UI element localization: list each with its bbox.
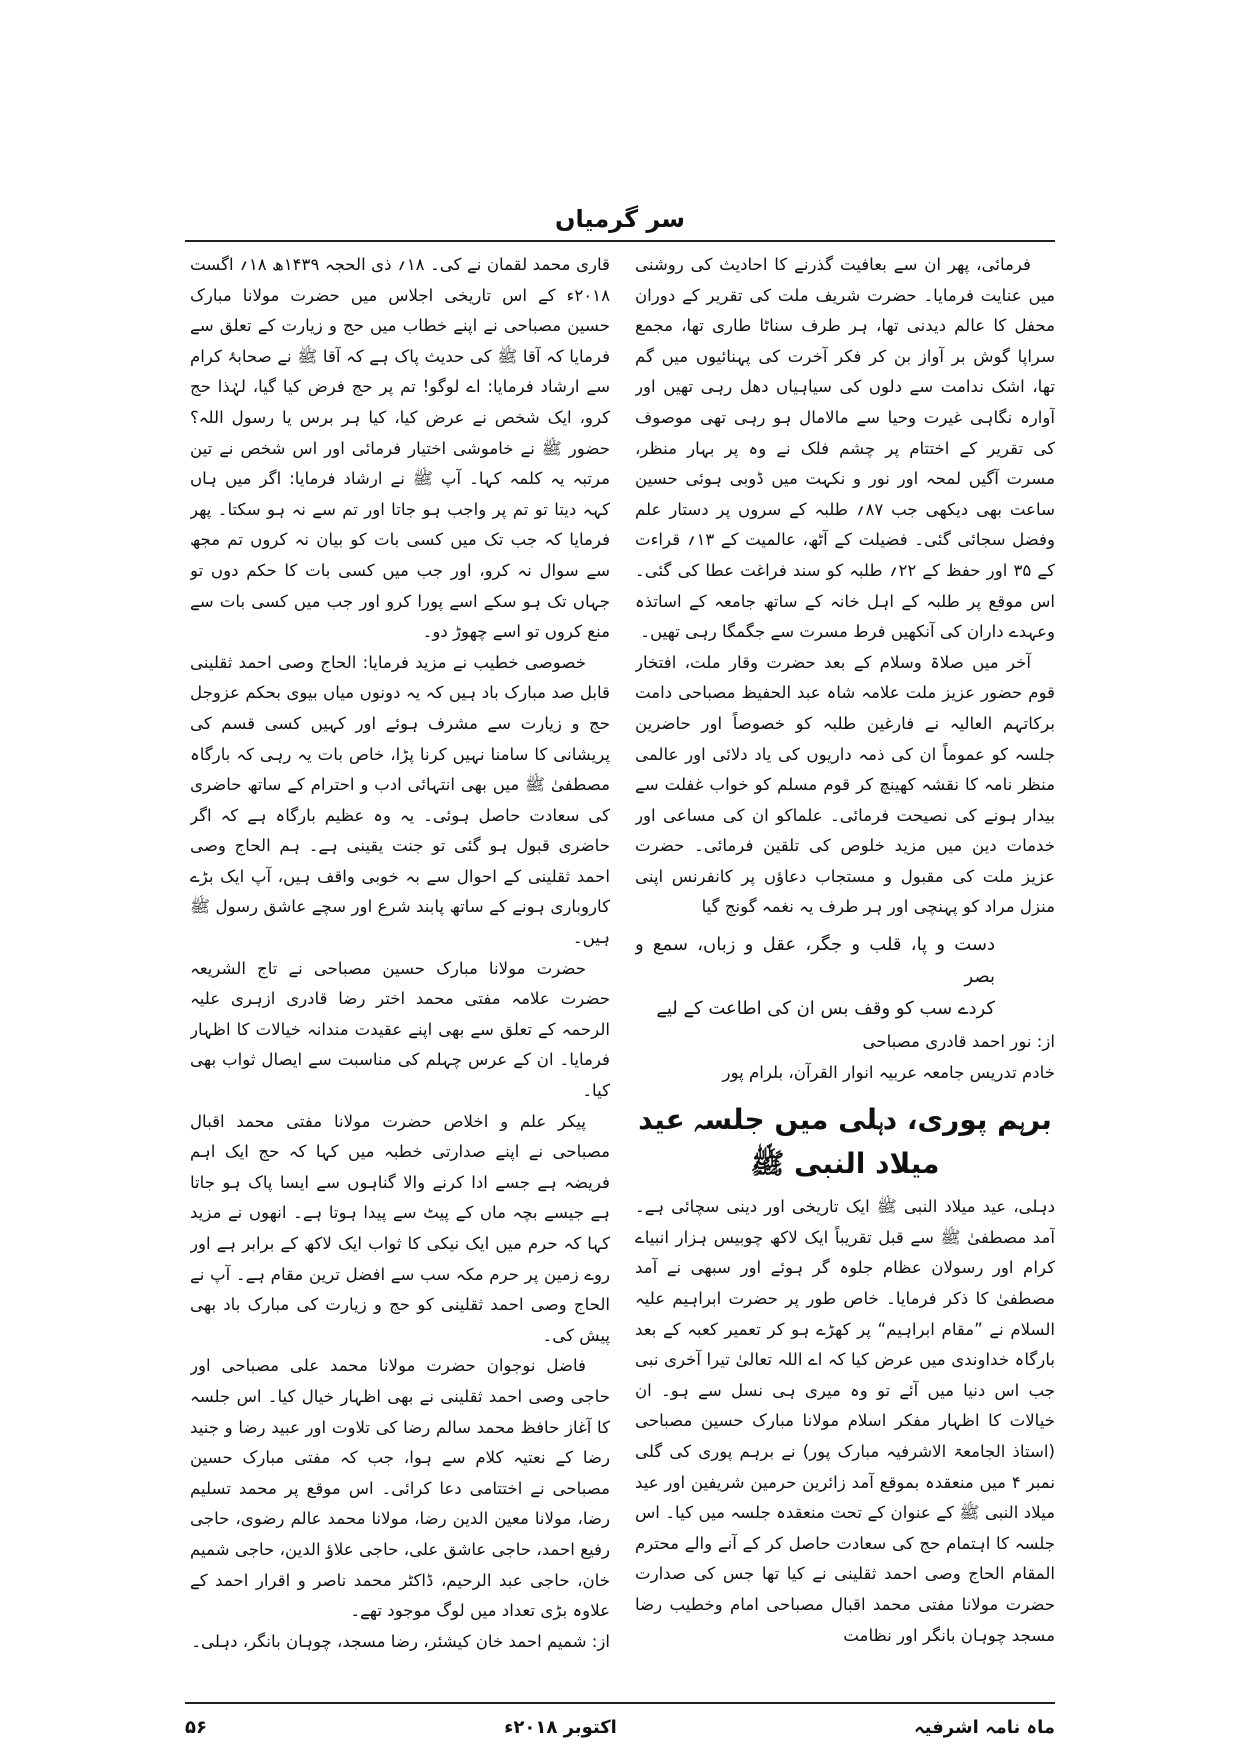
author-name: از: نور احمد قادری مصباحی — [862, 1032, 1055, 1052]
left-paragraph-4: پیکر علم و اخلاص حضرت مولانا مفتی محمد اقبال مصباحی نے اپنے صدارتی خطبہ میں کہا کہ حج ایک اہم فریضہ ہے جسے ادا کرنے والا گناہوں سے ایسا پاک ہو جاتا ہے جیسے بچہ ماں کے پیٹ سے پیدا ہوتا ہے۔ انھوں نے مزید کہا کہ حرم میں ایک نیکی کا ثواب ایک لاکھ کے برابر ہے اور روے زمین پر حرم مکہ سب سے افضل ترین مقام ہے۔ آپ نے الحاج وصی احمد ثقلینی کو حج و زیارت کی مبارک باد بھی پیش کی۔ — [190, 1111, 610, 1345]
left-column — [190, 250, 610, 1690]
article-heading: برہم پوری، دہلی میں جلسہ عید میلاد النبی ﷺ — [638, 1103, 1052, 1181]
left-paragraph-2: خصوصی خطیب نے مزید فرمایا: الحاج وصی احمد ثقلینی قابل صد مبارک باد ہیں کہ یہ دونوں میاں بیوی بحکم عزوجل حج و زیارت سے مشرف ہوئے اور کہیں کسی قسم کی پریشانی کا سامنا نہیں کرنا پڑا، خاص بات یہ رہی کہ بارگاہ مصطفیٰ ﷺ میں بھی انتہائی ادب و احترام کے ساتھ حاضری کی سعادت حاصل ہوئی۔ یہ وہ عظیم بارگاہ ہے کہ اگر حاضری قبول ہو گئی تو جنت یقینی ہے۔ ہم الحاج وصی احمد ثقلینی کے احوال سے بہ خوبی واقف ہیں، آپ ایک بڑے کاروباری ہونے کے ساتھ پابند شرع اور سچے عاشق رسول ﷺ ہیں۔ — [190, 652, 610, 948]
footer-magazine-name: ماہ نامہ اشرفیہ — [914, 1716, 1055, 1738]
header-rule — [185, 240, 1055, 242]
verse-line-1: دست و پا، قلب و جگر، عقل و زباں، سمع و بصر — [635, 934, 995, 988]
right-paragraph-2: آخر میں صلاۃ وسلام کے بعد حضرت وقار ملت، افتخار قوم حضور عزیز ملت علامہ شاہ عبد الحفیظ مصباحی دامت برکاتہم العالیہ نے فارغین طلبہ کو خصوصاً اور حاضرین جلسہ کو عموماً ان کی ذمہ داریوں کی یاد دلائی اور عالمی منظر نامہ کا نقشہ کھینچ کر قوم مسلم کو خواب غفلت سے بیدار ہونے کی نصیحت فرمائی۔ علماکو ان کی مساعی اور خدمات دین میں مزید خلوص کی تلقین فرمائی۔ حضرت عزیز ملت کی مقبول و مستجاب دعاؤں پر کانفرنس اپنی منزل مراد کو پہنچی اور ہر طرف یہ نغمہ گونج گیا — [635, 652, 1055, 917]
footer-rule — [185, 1702, 1055, 1704]
verse-line-2: کردے سب کو وقف بس ان کی اطاعت کے لیے — [656, 998, 995, 1020]
verse-block — [635, 929, 1055, 1025]
right-paragraph-3: دہلی، عید میلاد النبی ﷺ ایک تاریخی اور دینی سچائی ہے۔ آمد مصطفیٰ ﷺ سے قبل تقریباً ایک لاکھ چوبیس ہزار انبیاے کرام اور رسولان عظام جلوہ گر ہوئے اور سبھی نے آمد مصطفیٰ کا ذکر فرمایا۔ خاص طور پر حضرت ابراہیم علیہ السلام نے ”مقام ابراہیم“ پر کھڑے ہو کر تعمیر کعبہ کے بعد بارگاہ خداوندی میں عرض کیا کہ اے اللہ تعالیٰ تیرا آخری نبی جب اس دنیا میں آئے تو وہ میری ہی نسل سے ہو۔ ان خیالات کا اظہار مفکر اسلام مولانا مبارک حسین مصباحی (استاذ الجامعۃ الاشرفیہ مبارک پور) نے برہم پوری کی گلی نمبر ۴ میں منعقدہ بموقع آمد زائرین حرمین شریفین اور عید میلاد النبی ﷺ کے عنوان کے تحت منعقدہ جلسہ میں کیا۔ اس جلسہ کا اہتمام حج کی سعادت حاصل کر کے آنے والے محترم المقام الحاج وصی احمد ثقلینی نے کیا تھا جس کی صدارت حضرت مولانا مفتی محمد اقبال مصباحی امام وخطیب رضا مسجد چوہان بانگر اور نظامت — [635, 1197, 1055, 1645]
left-paragraph-5: فاضل نوجوان حضرت مولانا محمد علی مصباحی اور حاجی وصی احمد ثقلینی نے بھی اظہار خیال کیا۔ اس جلسہ کا آغاز حافظ محمد سالم رضا کی تلاوت اور عبید رضا و جنید رضا کے نعتیہ کلام سے ہوا، جب کہ مفتی مبارک حسین مصباحی نے اختتامی دعا کرائی۔ اس موقع پر محمد تسلیم رضا، مولانا معین الدین رضا، مولانا محمد عالم رضوی، حاجی رفیع احمد، حاجی عاشق علی، حاجی علاؤ الدین، حاجی شمیم خان، حاجی عبد الرحیم، ڈاکٹر محمد ناصر و اقرار احمد کے علاوہ بڑی تعداد میں لوگ موجود تھے۔ — [190, 1356, 610, 1621]
footer-issue-date: اکتوبر ۲۰۱۸ء — [504, 1716, 617, 1738]
right-column — [635, 250, 1055, 1690]
left-byline: از: شمیم احمد خان کیشئر، رضا مسجد، چوہان بانگر، دہلی۔ — [191, 1631, 610, 1651]
left-paragraph-3: حضرت مولانا مبارک حسین مصباحی نے تاج الشریعہ حضرت علامہ مفتی محمد اختر رضا قادری ازہری علیہ الرحمہ کے تعلق سے بھی اپنے عقیدت مندانہ خیالات کا اظہار فرمایا۔ ان کے عرس چہلم کی مناسبت سے ایصال ثواب بھی کیا۔ — [190, 958, 610, 1101]
left-paragraph-1: قاری محمد لقمان نے کی۔ ۱۸؍ ذی الحجہ ۱۴۳۹ھ ۱۸؍ اگست ۲۰۱۸ء کے اس تاریخی اجلاس میں حضرت مولانا مبارک حسین مصباحی نے اپنے خطاب میں حج و زیارت کے تعلق سے فرمایا کہ آقا ﷺ کی حدیث پاک ہے کہ آقا ﷺ نے صحابۂ کرام سے ارشاد فرمایا: اے لوگو! تم پر حج فرض کیا گیا، لہٰذا حج کرو، ایک شخص نے عرض کیا، کیا ہر برس یا رسول اللہ؟ حضور ﷺ نے خاموشی اختیار فرمائی اور اس شخص نے تین مرتبہ یہ کلمہ کہا۔ آپ ﷺ نے ارشاد فرمایا: اگر میں ہاں کہہ دیتا تو تم پر واجب ہو جاتا اور تم سے نہ ہو سکتا۔ پھر فرمایا کہ جب تک میں کسی بات کو بیان نہ کروں تم مجھ سے سوال نہ کرو، اور جب میں کسی بات کا حکم دوں تو جہاں تک ہو سکے اسے پورا کرو اور جب میں کسی بات سے منع کروں تو اسے چھوڑ دو۔ — [190, 255, 610, 642]
section-header-title: سر گرمیاں — [555, 205, 685, 233]
page-footer — [185, 1712, 1055, 1742]
right-paragraph-1: فرمائی، پھر ان سے بعافیت گذرنے کا احادیث کی روشنی میں عنایت فرمایا۔ حضرت شریف ملت کی تقریر کے دوران محفل کا عالم دیدنی تھا، ہر طرف سناٹا طاری تھا، مجمع سراپا گوش بر آواز بن کر فکر آخرت کی پہنائیوں میں گم تھا، اشک ندامت سے دلوں کی سیاہیاں دھل رہی تھیں اور آوارہ نگاہی غیرت وحیا سے مالامال ہو رہی تھی موصوف کی تقریر کے اختتام پر چشم فلک نے وہ پر بہار منظر، مسرت آگیں لمحہ اور نور و نکہت میں ڈوبی ہوئی حسین ساعت بھی دیکھی جب ۸۷؍ طلبہ کے سروں پر دستار علم وفضل سجائی گئی۔ فضیلت کے آٹھ، عالمیت کے ۱۳؍ قراءت کے ۳۵ اور حفظ کے ۲۲؍ طلبہ کو سند فراغت عطا کی گئی۔ اس موقع پر طلبہ کے اہل خانہ کے ساتھ جامعہ کے اساتذہ وعہدے داران کی آنکھیں فرط مسرت سے جگمگا رہی تھیں۔ — [635, 255, 1055, 642]
author-title: خادم تدریس جامعہ عربیہ انوار القرآن، بلرام پور — [722, 1062, 1055, 1082]
footer-page-number: ۵۶ — [185, 1716, 207, 1738]
